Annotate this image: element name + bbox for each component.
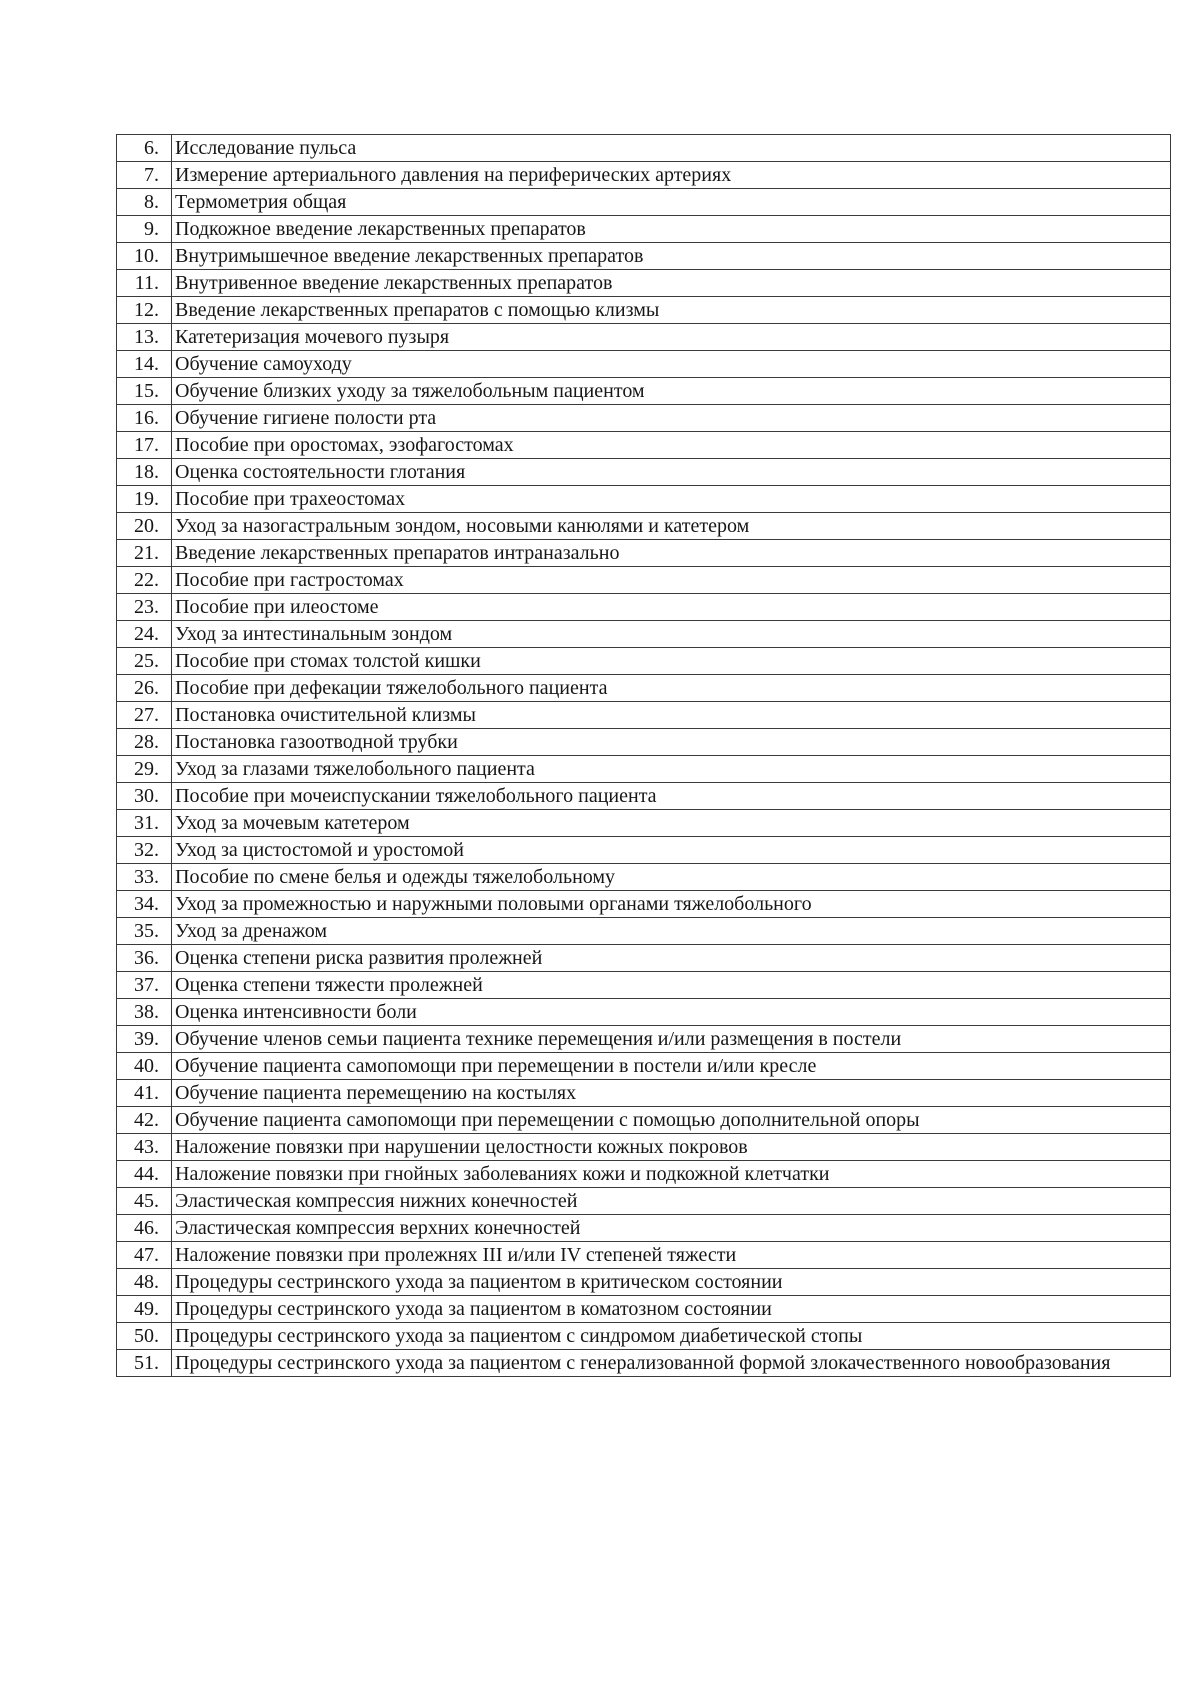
row-number: 17. — [117, 432, 172, 459]
row-procedure-name: Пособие при оростомах, эзофагостомах — [172, 432, 1171, 459]
row-number: 43. — [117, 1134, 172, 1161]
table-row — [117, 891, 1171, 918]
row-number: 39. — [117, 1026, 172, 1053]
table-row — [117, 486, 1171, 513]
row-procedure-name: Уход за цистостомой и уростомой — [172, 837, 1171, 864]
row-number: 6. — [117, 135, 172, 162]
row-procedure-name: Постановка газоотводной трубки — [172, 729, 1171, 756]
row-number: 29. — [117, 756, 172, 783]
table-row — [117, 1107, 1171, 1134]
row-number: 27. — [117, 702, 172, 729]
table-row — [117, 1134, 1171, 1161]
row-number: 7. — [117, 162, 172, 189]
table-row — [117, 216, 1171, 243]
row-procedure-name: Пособие при илеостоме — [172, 594, 1171, 621]
row-procedure-name: Наложение повязки при гнойных заболеваниях кожи и подкожной клетчатки — [172, 1161, 1171, 1188]
row-number: 48. — [117, 1269, 172, 1296]
table-row — [117, 432, 1171, 459]
row-procedure-name: Обучение гигиене полости рта — [172, 405, 1171, 432]
row-number: 38. — [117, 999, 172, 1026]
table-row — [117, 1215, 1171, 1242]
row-number: 35. — [117, 918, 172, 945]
row-number: 49. — [117, 1296, 172, 1323]
row-procedure-name: Катетеризация мочевого пузыря — [172, 324, 1171, 351]
table-row — [117, 918, 1171, 945]
row-number: 30. — [117, 783, 172, 810]
row-procedure-name: Процедуры сестринского ухода за пациентом с синдромом диабетической стопы — [172, 1323, 1171, 1350]
table-row — [117, 1242, 1171, 1269]
table-row — [117, 567, 1171, 594]
row-procedure-name: Эластическая компрессия нижних конечностей — [172, 1188, 1171, 1215]
row-procedure-name: Обучение пациента самопомощи при перемещении с помощью дополнительной опоры — [172, 1107, 1171, 1134]
row-number: 31. — [117, 810, 172, 837]
table-row — [117, 621, 1171, 648]
table-row — [117, 1080, 1171, 1107]
table-row — [117, 162, 1171, 189]
row-procedure-name: Уход за глазами тяжелобольного пациента — [172, 756, 1171, 783]
table-row — [117, 351, 1171, 378]
row-procedure-name: Уход за мочевым катетером — [172, 810, 1171, 837]
row-procedure-name: Измерение артериального давления на периферических артериях — [172, 162, 1171, 189]
procedures-table — [116, 134, 1171, 1377]
row-procedure-name: Оценка степени риска развития пролежней — [172, 945, 1171, 972]
table-row — [117, 1188, 1171, 1215]
table-row — [117, 540, 1171, 567]
row-procedure-name: Обучение близких уходу за тяжелобольным пациентом — [172, 378, 1171, 405]
row-procedure-name: Уход за назогастральным зондом, носовыми канюлями и катетером — [172, 513, 1171, 540]
row-number: 20. — [117, 513, 172, 540]
row-procedure-name: Уход за промежностью и наружными половыми органами тяжелобольного — [172, 891, 1171, 918]
row-procedure-name: Уход за дренажом — [172, 918, 1171, 945]
table-row — [117, 837, 1171, 864]
table-row — [117, 1053, 1171, 1080]
table-row — [117, 135, 1171, 162]
row-procedure-name: Оценка состоятельности глотания — [172, 459, 1171, 486]
row-number: 44. — [117, 1161, 172, 1188]
row-procedure-name: Процедуры сестринского ухода за пациентом с генерализованной формой злокачественного новообразования — [172, 1350, 1171, 1377]
table-row — [117, 1026, 1171, 1053]
row-procedure-name: Оценка интенсивности боли — [172, 999, 1171, 1026]
row-number: 51. — [117, 1350, 172, 1377]
table-row — [117, 270, 1171, 297]
row-number: 45. — [117, 1188, 172, 1215]
table-row — [117, 189, 1171, 216]
row-number: 18. — [117, 459, 172, 486]
row-number: 47. — [117, 1242, 172, 1269]
row-procedure-name: Внутримышечное введение лекарственных препаратов — [172, 243, 1171, 270]
row-number: 25. — [117, 648, 172, 675]
row-number: 22. — [117, 567, 172, 594]
row-procedure-name: Наложение повязки при нарушении целостности кожных покровов — [172, 1134, 1171, 1161]
row-number: 11. — [117, 270, 172, 297]
row-procedure-name: Уход за интестинальным зондом — [172, 621, 1171, 648]
row-procedure-name: Пособие при стомах толстой кишки — [172, 648, 1171, 675]
row-number: 21. — [117, 540, 172, 567]
table-row — [117, 648, 1171, 675]
row-procedure-name: Обучение самоуходу — [172, 351, 1171, 378]
row-number: 23. — [117, 594, 172, 621]
row-number: 15. — [117, 378, 172, 405]
row-procedure-name: Обучение пациента перемещению на костылях — [172, 1080, 1171, 1107]
row-number: 24. — [117, 621, 172, 648]
row-number: 10. — [117, 243, 172, 270]
row-number: 14. — [117, 351, 172, 378]
row-procedure-name: Исследование пульса — [172, 135, 1171, 162]
table-row — [117, 675, 1171, 702]
table-row — [117, 783, 1171, 810]
table-row — [117, 243, 1171, 270]
row-procedure-name: Оценка степени тяжести пролежней — [172, 972, 1171, 999]
row-procedure-name: Введение лекарственных препаратов с помощью клизмы — [172, 297, 1171, 324]
table-row — [117, 999, 1171, 1026]
row-number: 37. — [117, 972, 172, 999]
row-number: 34. — [117, 891, 172, 918]
table-row — [117, 459, 1171, 486]
row-number: 42. — [117, 1107, 172, 1134]
row-number: 8. — [117, 189, 172, 216]
procedures-table-body — [117, 135, 1171, 1377]
table-row — [117, 513, 1171, 540]
row-procedure-name: Постановка очистительной клизмы — [172, 702, 1171, 729]
row-number: 41. — [117, 1080, 172, 1107]
row-procedure-name: Пособие при трахеостомах — [172, 486, 1171, 513]
row-procedure-name: Обучение пациента самопомощи при перемещении в постели и/или кресле — [172, 1053, 1171, 1080]
row-procedure-name: Термометрия общая — [172, 189, 1171, 216]
row-number: 28. — [117, 729, 172, 756]
row-number: 32. — [117, 837, 172, 864]
row-procedure-name: Процедуры сестринского ухода за пациентом в коматозном состоянии — [172, 1296, 1171, 1323]
table-row — [117, 324, 1171, 351]
row-procedure-name: Пособие при гастростомах — [172, 567, 1171, 594]
row-procedure-name: Внутривенное введение лекарственных препаратов — [172, 270, 1171, 297]
row-procedure-name: Обучение членов семьи пациента технике перемещения и/или размещения в постели — [172, 1026, 1171, 1053]
table-row — [117, 1323, 1171, 1350]
row-number: 26. — [117, 675, 172, 702]
table-row — [117, 297, 1171, 324]
table-row — [117, 1269, 1171, 1296]
row-number: 12. — [117, 297, 172, 324]
table-row — [117, 1350, 1171, 1377]
table-row — [117, 594, 1171, 621]
row-procedure-name: Пособие при мочеиспускании тяжелобольного пациента — [172, 783, 1171, 810]
row-number: 50. — [117, 1323, 172, 1350]
row-procedure-name: Подкожное введение лекарственных препаратов — [172, 216, 1171, 243]
row-number: 9. — [117, 216, 172, 243]
table-row — [117, 945, 1171, 972]
table-row — [117, 702, 1171, 729]
table-row — [117, 405, 1171, 432]
table-row — [117, 756, 1171, 783]
row-number: 46. — [117, 1215, 172, 1242]
row-procedure-name: Пособие при дефекации тяжелобольного пациента — [172, 675, 1171, 702]
row-procedure-name: Процедуры сестринского ухода за пациентом в критическом состоянии — [172, 1269, 1171, 1296]
row-number: 33. — [117, 864, 172, 891]
row-number: 40. — [117, 1053, 172, 1080]
row-number: 36. — [117, 945, 172, 972]
table-row — [117, 864, 1171, 891]
table-row — [117, 972, 1171, 999]
table-row — [117, 378, 1171, 405]
table-row — [117, 1296, 1171, 1323]
row-procedure-name: Пособие по смене белья и одежды тяжелобольному — [172, 864, 1171, 891]
row-number: 19. — [117, 486, 172, 513]
table-row — [117, 810, 1171, 837]
table-row — [117, 729, 1171, 756]
row-procedure-name: Наложение повязки при пролежнях III и/или IV степеней тяжести — [172, 1242, 1171, 1269]
table-row — [117, 1161, 1171, 1188]
row-number: 13. — [117, 324, 172, 351]
row-number: 16. — [117, 405, 172, 432]
row-procedure-name: Эластическая компрессия верхних конечностей — [172, 1215, 1171, 1242]
row-procedure-name: Введение лекарственных препаратов интраназально — [172, 540, 1171, 567]
